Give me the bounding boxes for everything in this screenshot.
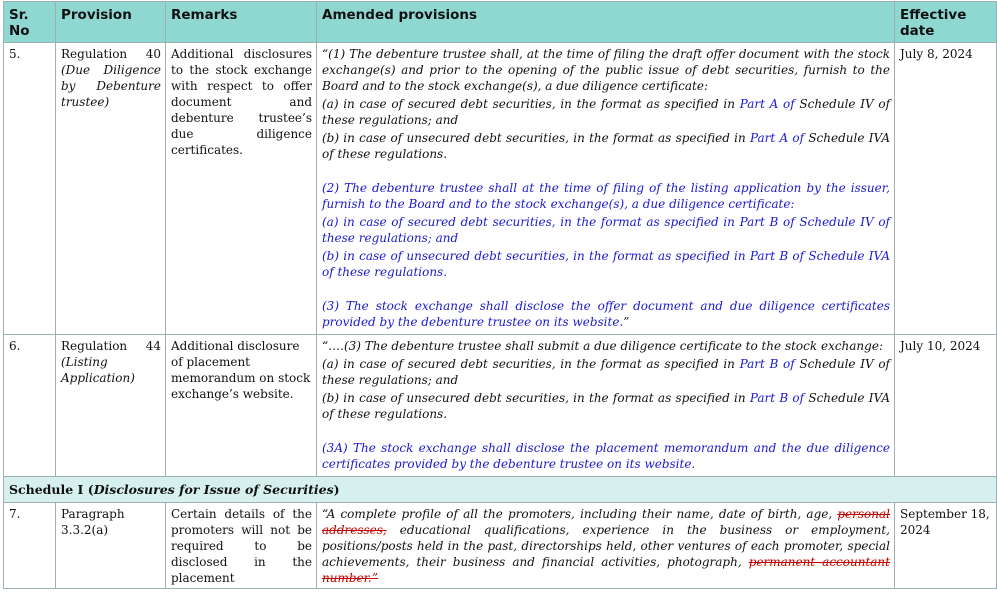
header-provision: Provision	[56, 2, 166, 43]
row-remarks: Certain details of the promoters will not be required to be disclosed in the placement	[166, 503, 317, 589]
inserted-para	[322, 298, 890, 330]
deleted-text: personal addresses,	[322, 507, 890, 537]
row-amended-provisions	[317, 335, 895, 477]
inserted-text: Part B of	[749, 391, 805, 405]
inserted-para: (2) The debenture trustee shall at the time of filing of the listing application by the issuer, furnish to the Board and to the stock exchange(s), a due diligence certificate:	[322, 181, 890, 211]
header-remarks: Remarks	[166, 2, 317, 43]
inserted-text: (3) The stock exchange shall disclose the offer document and due diligence certificates provided by the debenture trustee on its website.	[322, 299, 890, 329]
provision-sub: (Listing Application)	[61, 355, 135, 385]
deleted-text: permanent accountant number.”	[322, 555, 890, 585]
header-row	[4, 2, 997, 43]
row-remarks: Additional disclosure of placement memorandum on stock exchange’s website.	[166, 335, 317, 477]
amend-para: “(1) The debenture trustee shall, at the time of filing the draft offer document with the stock exchange(s) and prior to the opening of the public issue of debt securities, furnish to the Board and to the stock exchange(s), a due diligence certificate:	[322, 47, 890, 93]
section-title	[4, 477, 997, 503]
amendments-table	[3, 1, 997, 589]
amend-para	[322, 130, 890, 162]
row-provision	[56, 335, 166, 477]
amend-text: (a) in case of secured debt securities, in the format as specified in	[322, 357, 740, 371]
amend-text: Schedule IVA of these regulations.	[322, 131, 890, 161]
amend-text: Schedule IV of these regulations; and	[322, 97, 891, 127]
amend-text: (a) in case of secured debt securities, in the format as specified in	[322, 97, 740, 111]
row-remarks: Additional disclosures to the stock exchange with respect to offer document and debenture trustee’s due diligence certificates.	[166, 43, 317, 335]
inserted-para: (3A) The stock exchange shall disclose the placement memorandum and the due diligence certificates provided by the debenture trustee on its website.	[322, 441, 890, 471]
section-suffix: )	[333, 482, 340, 497]
header-amended-provisions: Amended provisions	[317, 2, 895, 43]
section-prefix: Schedule I (	[9, 482, 94, 497]
amend-text: “A complete profile of all the promoters, including their name, date of birth, age,	[322, 507, 838, 521]
row-sr-no: 6.	[4, 335, 56, 477]
amend-para	[322, 96, 890, 128]
row-amended-provisions	[317, 43, 895, 335]
amend-text: Schedule IVA of these regulations.	[322, 391, 890, 421]
inserted-para: (b) in case of unsecured debt securities, in the format as specified in Part B of Schedule IVA of these regulations.	[322, 249, 890, 279]
row-amended-provisions	[317, 503, 895, 589]
row-provision	[56, 43, 166, 335]
amend-text: ”	[623, 315, 630, 329]
row-provision: Paragraph 3.3.2(a)	[56, 503, 166, 589]
amend-text: (b) in case of unsecured debt securities, in the format as specified in	[322, 391, 750, 405]
provision-sub: (Due Diligence by Debenture trustee)	[61, 63, 161, 109]
amend-text: (b) in case of unsecured debt securities, in the format as specified in	[322, 131, 750, 145]
inserted-text: Part A of	[749, 131, 805, 145]
row-effective-date: July 8, 2024	[895, 43, 997, 335]
amend-text: Schedule IV of these regulations; and	[322, 357, 890, 387]
amend-para	[322, 390, 890, 422]
table-row	[4, 503, 997, 589]
table-row	[4, 335, 997, 477]
row-effective-date: September 18, 2024	[895, 503, 997, 589]
inserted-para: (a) in case of secured debt securities, in the format as specified in Part B of Schedule IV of these regulations; and	[322, 215, 890, 245]
section-row	[4, 477, 997, 503]
row-sr-no: 5.	[4, 43, 56, 335]
header-sr-no: Sr. No	[4, 2, 56, 43]
table-row	[4, 43, 997, 335]
amend-text: educational qualifications, experience in the business or employment, positions/posts held in the past, directorships held, other ventures of each promoter, special achievements, their business and financial activities, photograph,	[322, 523, 890, 569]
amend-para	[322, 356, 890, 388]
inserted-text: Part A of	[739, 97, 795, 111]
section-italic: Disclosures for Issue of Securities	[93, 482, 334, 497]
provision-main: Regulation 44	[61, 339, 161, 353]
row-sr-no: 7.	[4, 503, 56, 589]
provision-main: Regulation 40	[61, 47, 161, 61]
header-effective-date: Effective date	[895, 2, 997, 43]
amend-para: “….(3) The debenture trustee shall submit a due diligence certificate to the stock exchange:	[322, 339, 883, 353]
row-effective-date: July 10, 2024	[895, 335, 997, 477]
inserted-text: Part B of	[739, 357, 795, 371]
